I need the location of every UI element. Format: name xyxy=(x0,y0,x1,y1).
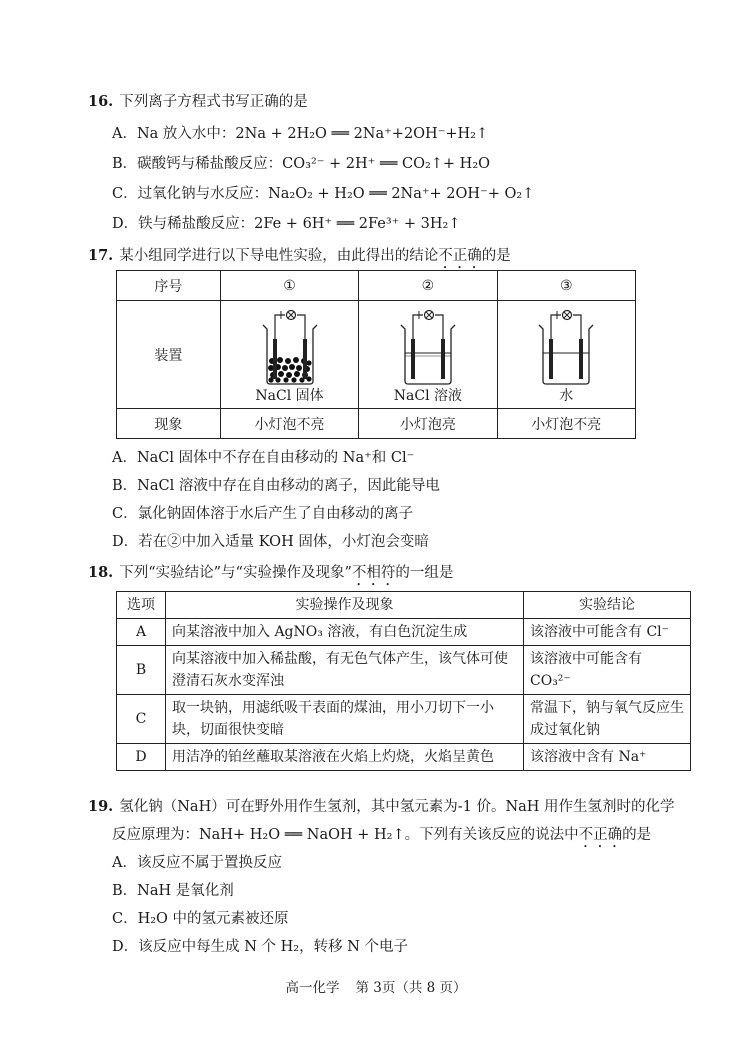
q16-option-d: D．铁与稀盐酸反应：2Fe + 6H⁺ ══ 2Fe³⁺ + 3H₂↑ xyxy=(112,216,461,232)
device-cell xyxy=(359,301,497,409)
q19-option-d: D．该反应中每生成 N 个 H₂，转移 N 个电子 xyxy=(112,939,409,955)
q19-option-b: B．NaH 是氧化剂 xyxy=(112,883,234,899)
conclusion-cell: 常温下，钠与氧气反应生成过氧化钠 xyxy=(524,695,691,744)
device-label: NaCl 固体 xyxy=(255,387,324,404)
header-cell: 实验操作及现象 xyxy=(166,592,524,619)
question-text-end: 的一组是 xyxy=(395,565,454,581)
q17-option-b: B．NaCl 溶液中存在自由移动的离子，因此能导电 xyxy=(112,478,440,494)
question-text: 某小组同学进行以下导电性实验，由此得出的结论 xyxy=(119,248,439,264)
option-cell: B xyxy=(117,646,166,695)
table-row xyxy=(117,695,691,744)
question-19-stem-line1 xyxy=(88,797,675,817)
question-18-stem xyxy=(88,563,453,589)
q17-option-d: D．若在②中加入适量 KOH 固体，小灯泡会变暗 xyxy=(112,534,429,550)
question-number: 18. xyxy=(88,564,114,581)
question-17-stem xyxy=(88,246,511,272)
phenomenon-row xyxy=(117,409,636,439)
header-cell: 实验结论 xyxy=(524,592,691,619)
question-text: 氢化钠（NaH）可在野外用作生氢剂，其中氢元素为-1 价。NaH 用作生氢剂时的化学 xyxy=(119,799,675,815)
table-header-row xyxy=(117,592,691,619)
q17-option-a: A．NaCl 固体中不存在自由移动的 Na⁺和 Cl⁻ xyxy=(112,450,415,466)
operation-cell: 向某溶液中加入稀盐酸，有无色气体产生，该气体可使澄清石灰水变浑浊 xyxy=(166,646,524,695)
question-16-stem xyxy=(88,92,308,112)
question-number: 19. xyxy=(88,798,114,815)
footer-page-number: 第 3页（共 8 页） xyxy=(355,980,467,996)
header-cell: ① xyxy=(220,271,358,301)
question-19-stem-line2 xyxy=(112,825,651,851)
device-cell xyxy=(497,301,635,409)
question-number: 16. xyxy=(88,93,114,110)
operation-cell: 向某溶液中加入 AgNO₃ 溶液，有白色沉淀生成 xyxy=(166,619,524,646)
experiment-table xyxy=(116,270,636,439)
phenomenon-cell: 小灯泡亮 xyxy=(359,409,497,439)
operation-cell: 用洁净的铂丝蘸取某溶液在火焰上灼烧，火焰呈黄色 xyxy=(166,744,524,771)
conclusion-table xyxy=(116,591,691,771)
device-cell xyxy=(220,301,358,409)
q19-option-c: C．H₂O 中的氢元素被还原 xyxy=(112,911,289,927)
row-label: 现象 xyxy=(117,409,221,439)
question-text-end: 的是 xyxy=(481,248,511,264)
device-row xyxy=(117,301,636,409)
question-number: 17. xyxy=(88,247,114,264)
emphasis-text: 不正确 xyxy=(438,248,482,264)
q16-option-c: C．过氧化钠与水反应：Na₂O₂ + H₂O ══ 2Na⁺+ 2OH⁻+ O₂↑ xyxy=(112,186,535,202)
table-row xyxy=(117,646,691,695)
emphasis-text: 不相符 xyxy=(351,565,396,581)
header-cell: 序号 xyxy=(117,271,221,301)
question-text: 反应原理为：NaH+ H₂O ══ NaOH + H₂↑。下列有关该反应的说法中 xyxy=(112,827,579,843)
question-text: 下列“实验结论”与“实验操作及现象” xyxy=(119,565,352,581)
page-footer xyxy=(0,976,752,996)
conclusion-cell: 该溶液中含有 Na⁺ xyxy=(524,744,691,771)
option-cell: A xyxy=(117,619,166,646)
operation-cell: 取一块钠，用滤纸吸干表面的煤油，用小刀切下一小块，切面很快变暗 xyxy=(166,695,524,744)
row-label: 装置 xyxy=(117,301,221,409)
question-text-end: 的是 xyxy=(622,827,652,843)
device-label: 水 xyxy=(559,387,574,404)
beaker-water-apparatus-icon xyxy=(521,309,611,385)
header-cell: 选项 xyxy=(117,592,166,619)
device-label: NaCl 溶液 xyxy=(393,387,463,404)
option-cell: D xyxy=(117,744,166,771)
emphasis-text: 不正确 xyxy=(578,827,623,843)
table-row xyxy=(117,744,691,771)
q19-option-a: A．该反应不属于置换反应 xyxy=(112,855,282,871)
beaker-solution-apparatus-icon xyxy=(383,309,473,385)
phenomenon-cell: 小灯泡不亮 xyxy=(497,409,635,439)
table-row xyxy=(117,619,691,646)
header-cell: ③ xyxy=(497,271,635,301)
conclusion-cell: 该溶液中可能含有 Cl⁻ xyxy=(524,619,691,646)
question-text: 下列离子方程式书写正确的是 xyxy=(119,94,308,110)
beaker-solid-apparatus-icon xyxy=(245,309,335,385)
option-cell: C xyxy=(117,695,166,744)
q16-option-b: B．碳酸钙与稀盐酸反应：CO₃²⁻ + 2H⁺ ══ CO₂↑+ H₂O xyxy=(112,156,491,172)
table-header-row xyxy=(117,271,636,301)
header-cell: ② xyxy=(359,271,497,301)
conclusion-cell: 该溶液中可能含有 CO₃²⁻ xyxy=(524,646,691,695)
phenomenon-cell: 小灯泡不亮 xyxy=(220,409,358,439)
footer-subject: 高一化学 xyxy=(285,980,340,996)
q16-option-a: A．Na 放入水中：2Na + 2H₂O ══ 2Na⁺+2OH⁻+H₂↑ xyxy=(112,126,489,142)
q17-option-c: C．氯化钠固体溶于水后产生了自由移动的离子 xyxy=(112,506,414,522)
